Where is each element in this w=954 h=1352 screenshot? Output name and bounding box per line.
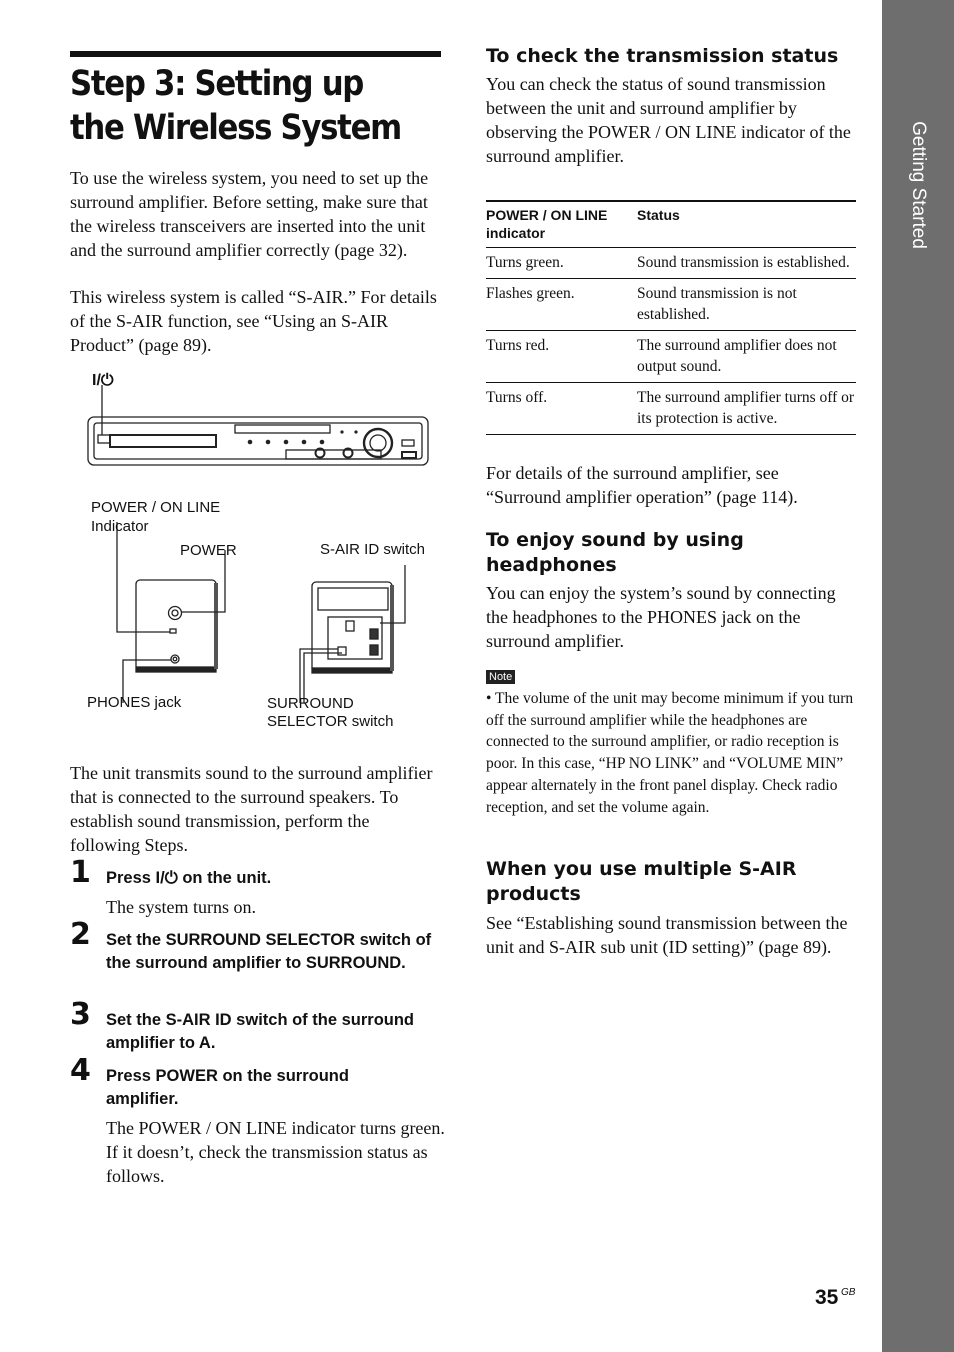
headphones-heading: To enjoy sound by using headphones [486, 529, 744, 576]
label-power-online: POWER / ON LINE [91, 499, 221, 516]
unit-diagram [80, 365, 460, 745]
table-header-indicator: POWER / ON LINE indicator [486, 201, 637, 248]
intro-paragraph-2: This wireless system is called “S-AIR.” For details of the S-AIR function, see “Using an S-AIR Product” (page 89). [70, 287, 437, 355]
status-table [486, 200, 856, 435]
headphones-paragraph: You can enjoy the system’s sound by connecting the headphones to the PHONES jack on the surround amplifier. [486, 583, 836, 651]
table-cell: Turns green. [486, 248, 637, 279]
title-rule [70, 51, 441, 57]
table-row [486, 331, 856, 383]
step-title: Press I/⏻ on the unit. [106, 869, 272, 887]
step-title: Press POWER on the surround amplifier. [106, 1067, 349, 1108]
table-header-row [486, 201, 856, 248]
table-row [486, 248, 856, 279]
step-detail: The POWER / ON LINE indicator turns green. If it doesn’t, check the transmission status as follows. [106, 1118, 445, 1186]
step-title: Set the S-AIR ID switch of the surround amplifier to A. [106, 1011, 415, 1052]
step-number: 2 [70, 917, 91, 952]
table-row [486, 383, 856, 435]
step-detail: The system turns on. [106, 897, 256, 917]
table-cell: Sound transmission is established. [637, 248, 856, 279]
step-number: 1 [70, 855, 91, 890]
multiple-paragraph: See “Establishing sound transmission between the unit and S-AIR sub unit (ID setting)” (page 89). [486, 913, 848, 957]
check-heading: To check the transmission status [486, 45, 839, 67]
page-number: 35 [815, 1286, 839, 1309]
label-selector: SELECTOR switch [267, 713, 394, 730]
note-badge: Note [486, 670, 515, 684]
step-number: 3 [70, 997, 91, 1032]
label-surround: SURROUND [267, 695, 354, 712]
label-power: POWER [180, 542, 237, 559]
page-suffix: GB [841, 1287, 856, 1298]
table-cell: Flashes green. [486, 279, 637, 331]
table-cell: Turns red. [486, 331, 637, 383]
multiple-heading: When you use multiple S-AIR products [486, 858, 797, 905]
label-phones: PHONES jack [87, 694, 182, 711]
side-tab-label: Getting Started [908, 121, 929, 249]
table-cell: Sound transmission is not established. [637, 279, 856, 331]
table-cell: The surround amplifier turns off or its protection is active. [637, 383, 856, 435]
surround-details-paragraph: For details of the surround amplifier, see “Surround amplifier operation” (page 114). [486, 463, 798, 507]
step-title: Set the SURROUND SELECTOR switch of the surround amplifier to SURROUND. [106, 931, 432, 972]
body-paragraph: The unit transmits sound to the surround amplifier that is connected to the surround speakers. To establish sound transmission, perform the following Steps. [70, 763, 433, 855]
table-cell: Turns off. [486, 383, 637, 435]
page-title: Step 3: Setting up the Wireless System [70, 64, 401, 148]
power-symbol-label: I/⏻ [92, 372, 114, 389]
note-text: • The volume of the unit may become minimum if you turn off the surround amplifier while the headphones are connected to the surround amplifier, or radio reception is poor. In this case, “HP NO LINK” and “VOLUME MIN” appear alternately in the front panel display. Check radio reception, and set the volume again. [486, 690, 854, 816]
check-paragraph: You can check the status of sound transmission between the unit and surround amplifier by observing the POWER / ON LINE indicator of the surround amplifier. [486, 74, 851, 166]
intro-paragraph: To use the wireless system, you need to set up the surround amplifier. Before setting, make sure that the wireless transceivers are inserted into the unit and the surround amplifier correctly (page 32). [70, 168, 429, 260]
label-sair-id: S-AIR ID switch [320, 541, 426, 558]
step-number: 4 [70, 1053, 91, 1088]
table-row [486, 279, 856, 331]
label-indicator: Indicator [91, 518, 149, 535]
table-header-status: Status [637, 201, 856, 248]
table-cell: The surround amplifier does not output sound. [637, 331, 856, 383]
